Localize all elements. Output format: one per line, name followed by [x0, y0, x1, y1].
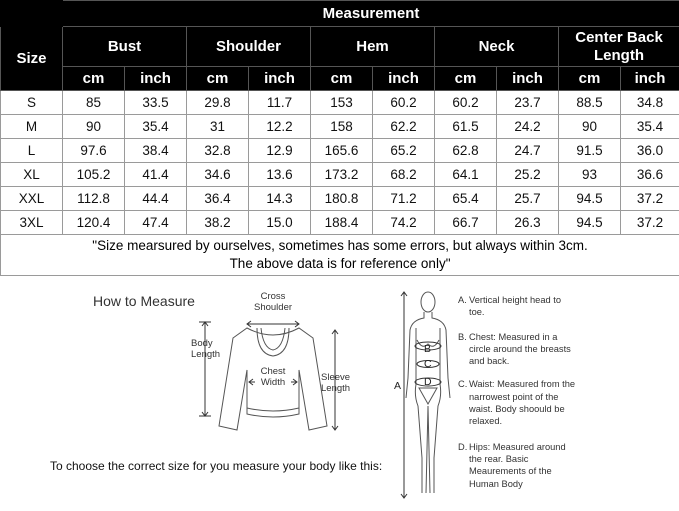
value-cell: 14.3 [249, 187, 311, 211]
unit-header: cm [311, 67, 373, 91]
size-cell: XXL [1, 187, 63, 211]
value-cell: 64.1 [435, 163, 497, 187]
sleeve-length-label: Sleeve Length [321, 372, 351, 394]
value-cell: 90 [559, 115, 621, 139]
value-cell: 65.4 [435, 187, 497, 211]
unit-header: inch [125, 67, 187, 91]
unit-header: cm [559, 67, 621, 91]
disclaimer-line-2: The above data is for reference only" [229, 256, 451, 271]
measure-instruction: To choose the correct size for you measure your body like this: [50, 459, 383, 473]
body-length-label: Body Length [191, 338, 221, 360]
disclaimer-line-1: "Size mearsured by ourselves, sometimes has some errors, but always within 3cm. [92, 238, 588, 253]
table-row [1, 91, 679, 115]
value-cell: 12.9 [249, 139, 311, 163]
header-corner [1, 1, 63, 27]
size-cell: XL [1, 163, 63, 187]
unit-header: inch [497, 67, 559, 91]
value-cell: 153 [311, 91, 373, 115]
unit-header: inch [621, 67, 679, 91]
garment-diagram [185, 290, 375, 440]
size-cell: L [1, 139, 63, 163]
value-cell: 24.2 [497, 115, 559, 139]
value-cell: 74.2 [373, 211, 435, 235]
group-header-center-back-length: Center Back Length [559, 27, 679, 67]
table-row [1, 211, 679, 235]
value-cell: 66.7 [435, 211, 497, 235]
table-row [1, 139, 679, 163]
value-cell: 88.5 [559, 91, 621, 115]
value-cell: 26.3 [497, 211, 559, 235]
value-cell: 112.8 [63, 187, 125, 211]
group-header-bust: Bust [63, 27, 187, 67]
figure-letter-a: A [394, 380, 402, 392]
value-cell: 68.2 [373, 163, 435, 187]
value-cell: 41.4 [125, 163, 187, 187]
unit-header: inch [249, 67, 311, 91]
group-header-neck: Neck [435, 27, 559, 67]
unit-header: cm [435, 67, 497, 91]
chest-width-label: Chest Width [255, 366, 291, 388]
value-cell: 165.6 [311, 139, 373, 163]
value-cell: 25.2 [497, 163, 559, 187]
value-cell: 60.2 [435, 91, 497, 115]
value-cell: 188.4 [311, 211, 373, 235]
figure-letter-b: B [424, 343, 432, 355]
guide-item-waist: C. Waist: Measured from the narrowest point of the waist. Body shoould be relaxed. [458, 379, 576, 427]
value-cell: 37.2 [621, 187, 679, 211]
value-cell: 38.4 [125, 139, 187, 163]
value-cell: 85 [63, 91, 125, 115]
value-cell: 158 [311, 115, 373, 139]
value-cell: 180.8 [311, 187, 373, 211]
body-figure [392, 288, 452, 503]
guide-item-height: A. Vertical height head to toe. [458, 295, 562, 318]
value-cell: 47.4 [125, 211, 187, 235]
value-cell: 13.6 [249, 163, 311, 187]
cross-shoulder-label: Cross Shoulder [253, 291, 293, 313]
body-measurement-guide [458, 294, 576, 503]
unit-header: inch [373, 67, 435, 91]
human-figure-illustration [392, 288, 452, 503]
value-cell: 36.4 [187, 187, 249, 211]
value-cell: 173.2 [311, 163, 373, 187]
value-cell: 34.6 [187, 163, 249, 187]
value-cell: 91.5 [559, 139, 621, 163]
value-cell: 65.2 [373, 139, 435, 163]
how-to-measure-title: How to Measure [93, 293, 195, 309]
group-header-shoulder: Shoulder [187, 27, 311, 67]
value-cell: 31 [187, 115, 249, 139]
value-cell: 35.4 [125, 115, 187, 139]
value-cell: 71.2 [373, 187, 435, 211]
figure-letter-c: C [424, 358, 432, 370]
size-disclaimer [1, 235, 679, 276]
size-column-header: Size [1, 27, 63, 91]
value-cell: 15.0 [249, 211, 311, 235]
value-cell: 33.5 [125, 91, 187, 115]
value-cell: 62.2 [373, 115, 435, 139]
table-row [1, 115, 679, 139]
value-cell: 32.8 [187, 139, 249, 163]
value-cell: 37.2 [621, 211, 679, 235]
value-cell: 62.8 [435, 139, 497, 163]
value-cell: 36.6 [621, 163, 679, 187]
value-cell: 93 [559, 163, 621, 187]
value-cell: 36.0 [621, 139, 679, 163]
value-cell: 105.2 [63, 163, 125, 187]
value-cell: 94.5 [559, 187, 621, 211]
value-cell: 120.4 [63, 211, 125, 235]
unit-header: cm [63, 67, 125, 91]
figure-letter-d: D [424, 376, 432, 388]
value-cell: 12.2 [249, 115, 311, 139]
group-header-hem: Hem [311, 27, 435, 67]
size-cell: 3XL [1, 211, 63, 235]
value-cell: 97.6 [63, 139, 125, 163]
guide-item-hips: D. Hips: Measured around the rear. Basic Meaurements of the Human Body [458, 441, 566, 489]
value-cell: 34.8 [621, 91, 679, 115]
unit-header: cm [187, 67, 249, 91]
value-cell: 61.5 [435, 115, 497, 139]
table-title: Measurement [63, 1, 679, 27]
value-cell: 94.5 [559, 211, 621, 235]
value-cell: 35.4 [621, 115, 679, 139]
value-cell: 38.2 [187, 211, 249, 235]
table-row [1, 187, 679, 211]
value-cell: 24.7 [497, 139, 559, 163]
value-cell: 60.2 [373, 91, 435, 115]
value-cell: 90 [63, 115, 125, 139]
value-cell: 11.7 [249, 91, 311, 115]
guide-item-chest: B. Chest: Measured in a circle around the breasts and back. [458, 331, 571, 367]
value-cell: 44.4 [125, 187, 187, 211]
value-cell: 23.7 [497, 91, 559, 115]
table-row [1, 163, 679, 187]
size-cell: S [1, 91, 63, 115]
size-cell: M [1, 115, 63, 139]
value-cell: 25.7 [497, 187, 559, 211]
value-cell: 29.8 [187, 91, 249, 115]
